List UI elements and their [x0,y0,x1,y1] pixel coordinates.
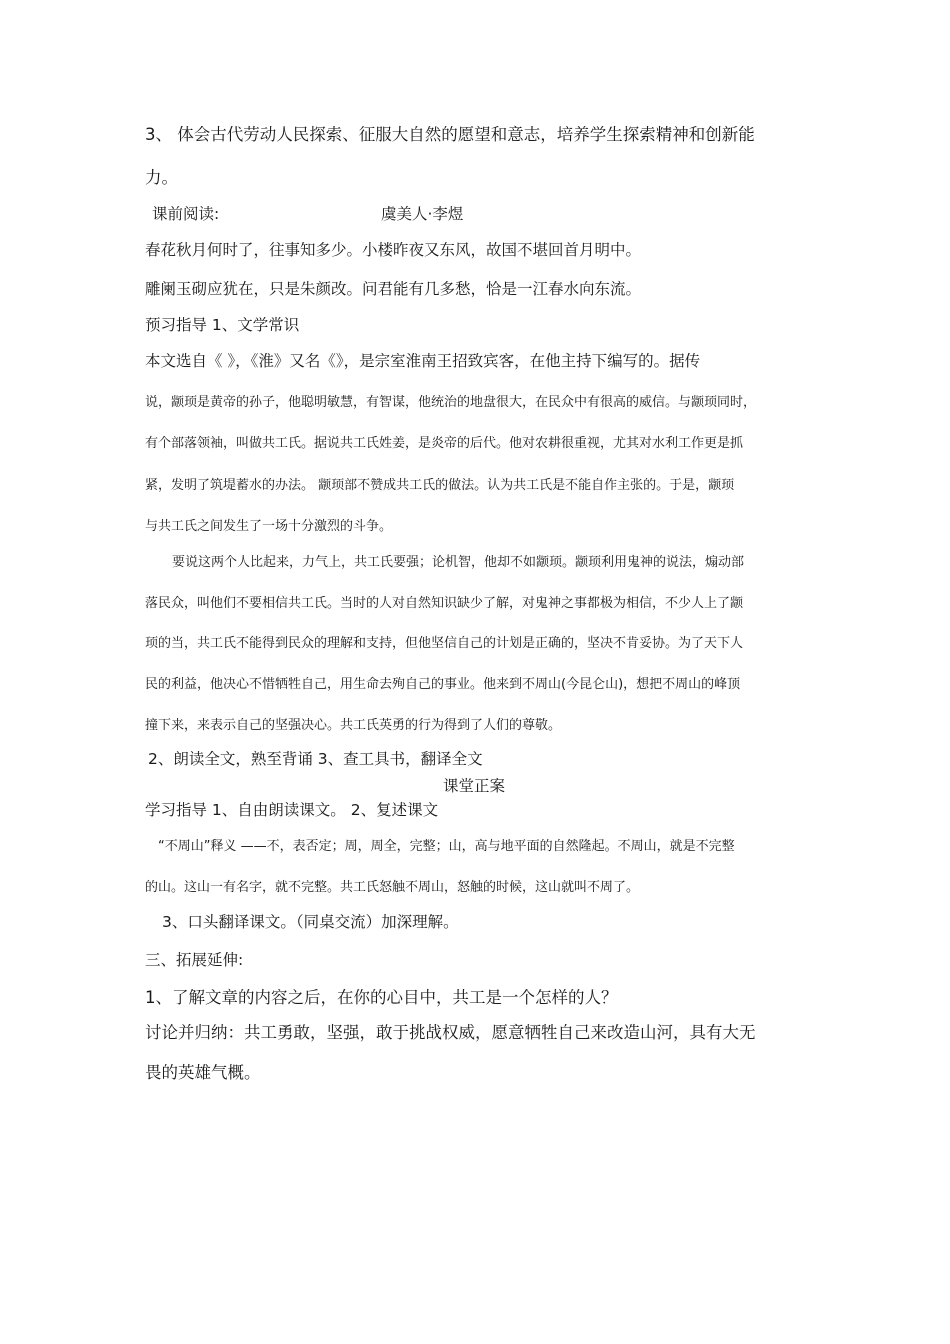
preview-intro: 本文选自《 》，《淮》又名《》，是宗室淮南王招致宾客，在他主持下编写的。据传 [145,352,701,370]
story-para-2-line: 落民众，叫他们不要相信共工氏。当时的人对自然知识缺少了解，对鬼神之事都极为相信，不少人上了颛 [145,596,744,611]
objective-3-line-2: 力。 [145,168,178,187]
prereading-label: 课前阅读: [152,205,220,223]
extension-answer-line-1: 讨论并归纳：共工勇敢，坚强，敢于挑战权威，愿意牺牲自己来改造山河，具有大无 [145,1023,756,1042]
poem-title: 虞美人·李煜 [381,205,464,223]
story-para-1-line: 有个部落领袖，叫做共工氏。据说共工氏姓姜，是炎帝的后代。他对农耕很重视，尤其对水利工作更是抓 [145,436,744,451]
buzhou-explanation-line-1: “不周山”释义 ——不，表否定；周，周全，完整；山，高与地平面的自然隆起。不周山，就是不完整 [158,839,735,854]
story-para-1-line: 与共工氏之间发生了一场十分激烈的斗争。 [145,519,393,534]
story-para-2-line: 民的利益，他决心不惜牺牲自己，用生命去殉自己的事业。他来到不周山(今昆仑山)，想把不周山的峰顶 [145,677,741,692]
translate-task: 3、口头翻译课文。（同桌交流）加深理解。 [162,913,459,931]
story-para-1-line: 说，颛顼是黄帝的孙子，他聪明敏慧，有智谋，他统治的地盘很大，在民众中有很高的威信。与颛顼同时， [145,395,757,410]
story-para-2-line: 要说这两个人比起来，力气上，共工氏要强；论机智，他却不如颛顼。颛顼利用鬼神的说法，煽动部 [172,555,745,570]
story-para-2-line: 顼的当，共工氏不能得到民众的理解和支持，但他坚信自己的计划是正确的，坚决不肯妥协。为了天下人 [145,636,744,651]
extension-answer-line-2: 畏的英雄气概。 [145,1063,261,1082]
preview-tasks: 2、朗读全文，熟至背诵 3、查工具书，翻译全文 [148,750,483,768]
objective-3-line-1: 3、 体会古代劳动人民探索、征服大自然的愿望和意志，培养学生探索精神和创新能 [145,125,755,144]
classroom-title: 课堂正案 [443,777,506,795]
story-para-1-line: 紧，发明了筑堤蓄水的办法。 颛顼部不赞成共工氏的做法。认为共工氏是不能自作主张的。于是，颛顼 [145,478,735,493]
classroom-guide: 学习指导 1、自由朗读课文。 2、复述课文 [145,801,439,819]
extension-heading: 三、拓展延伸: [145,951,244,969]
preview-heading: 预习指导 1、文学常识 [145,316,300,334]
poem-line-2: 雕阑玉砌应犹在，只是朱颜改。问君能有几多愁，恰是一江春水向东流。 [145,280,642,298]
story-para-2-line: 撞下来，来表示自己的坚强决心。共工氏英勇的行为得到了人们的尊敬。 [145,718,562,733]
extension-question: 1、了解文章的内容之后，在你的心目中，共工是一个怎样的人？ [145,988,618,1007]
buzhou-explanation-line-2: 的山。这山一有名字，就不完整。共工氏怒触不周山，怒触的时候，这山就叫不周了。 [145,880,640,895]
poem-line-1: 春花秋月何时了，往事知多少。小楼昨夜又东风，故国不堪回首月明中。 [145,241,642,259]
